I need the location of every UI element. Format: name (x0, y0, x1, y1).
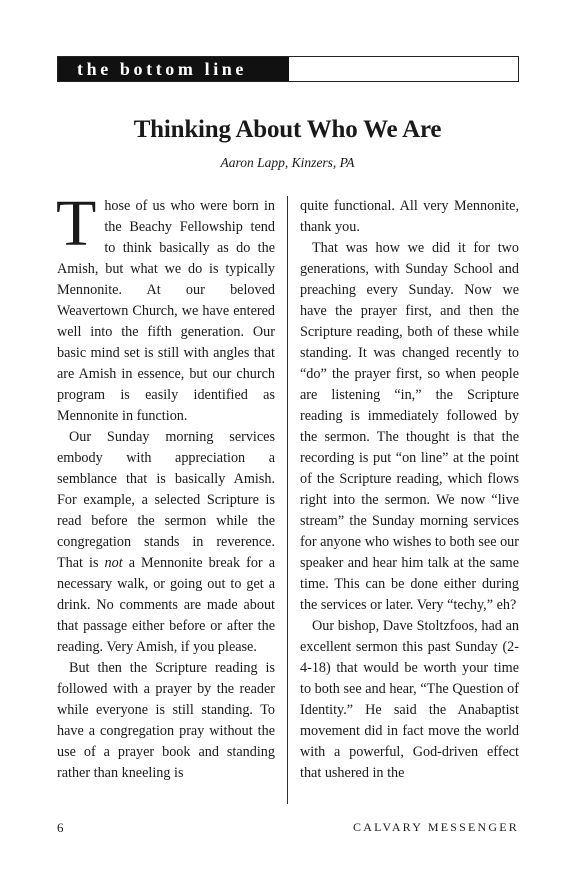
drop-cap: T (56, 187, 97, 260)
paragraph-text: a Mennonite break for a necessary walk, or going out to get a drink. No comments are made about that passage either before or after the reading. Very Amish, if you please. (57, 555, 275, 655)
section-label: the bottom line (58, 57, 289, 81)
paragraph (57, 427, 275, 658)
paragraph: quite functional. All very Mennonite, thank you. (300, 198, 519, 235)
paragraph: That was how we did it for two generations, with Sunday School and preaching every Sunday. Now we have the prayer first, and then the Scripture reading, both of these while standing. It was changed recently to “do” the prayer first, so when people are listening “in,” the Scripture reading is immediately followed by the sermon. The thought is that the recording is put “on line” at the point of the Scripture reading, which flows right into the sermon. We now “live stream” the Sunday morning services for anyone who wishes to both see our speaker and hear him talk at the same time. This can be done either during the services or later. Very “techy,” eh? (300, 240, 519, 613)
paragraph: Our bishop, Dave Stoltzfoos, had an excellent sermon this past Sunday (2-4-18) that would be worth your time to both see and hear, “The Question of Identity.” He said the Anabaptist movement did in fact move the world with a powerful, God-driven effect that ushered in the (300, 618, 519, 781)
paragraph-text: hose of us who were born in the Beachy Fellowship tend to think basically as do the Amish, but what we do is typically Mennonite. At our beloved Weavertown Church, we have entered well into the fifth generation. Our basic mind set is still with angles that are Amish in essence, but our church program is easily identified as Mennonite in function. (57, 198, 275, 424)
article-title: Thinking About Who We Are (133, 116, 442, 143)
article-byline: Aaron Lapp, Kinzers, PA (220, 155, 355, 170)
section-banner (57, 56, 519, 82)
left-column (56, 187, 275, 784)
paragraph: But then the Scripture reading is followed with a prayer by the reader while everyone is still standing. To have a congregation pray without the use of a prayer book and standing rather than kneeling is (57, 660, 275, 781)
banner-fill (289, 57, 518, 81)
page-number: 6 (57, 820, 64, 835)
column-divider (287, 196, 288, 804)
publication-name: CALVARY MESSENGER (353, 820, 519, 834)
paragraph (56, 187, 275, 427)
emphasis-text: not (104, 555, 123, 571)
right-column (300, 196, 519, 784)
paragraph-text: Our Sunday morning services embody with appreciation a semblance that is basically Amish. For example, a selected Scripture is read before the sermon while the congregation stands in reverence. That is (57, 429, 275, 571)
